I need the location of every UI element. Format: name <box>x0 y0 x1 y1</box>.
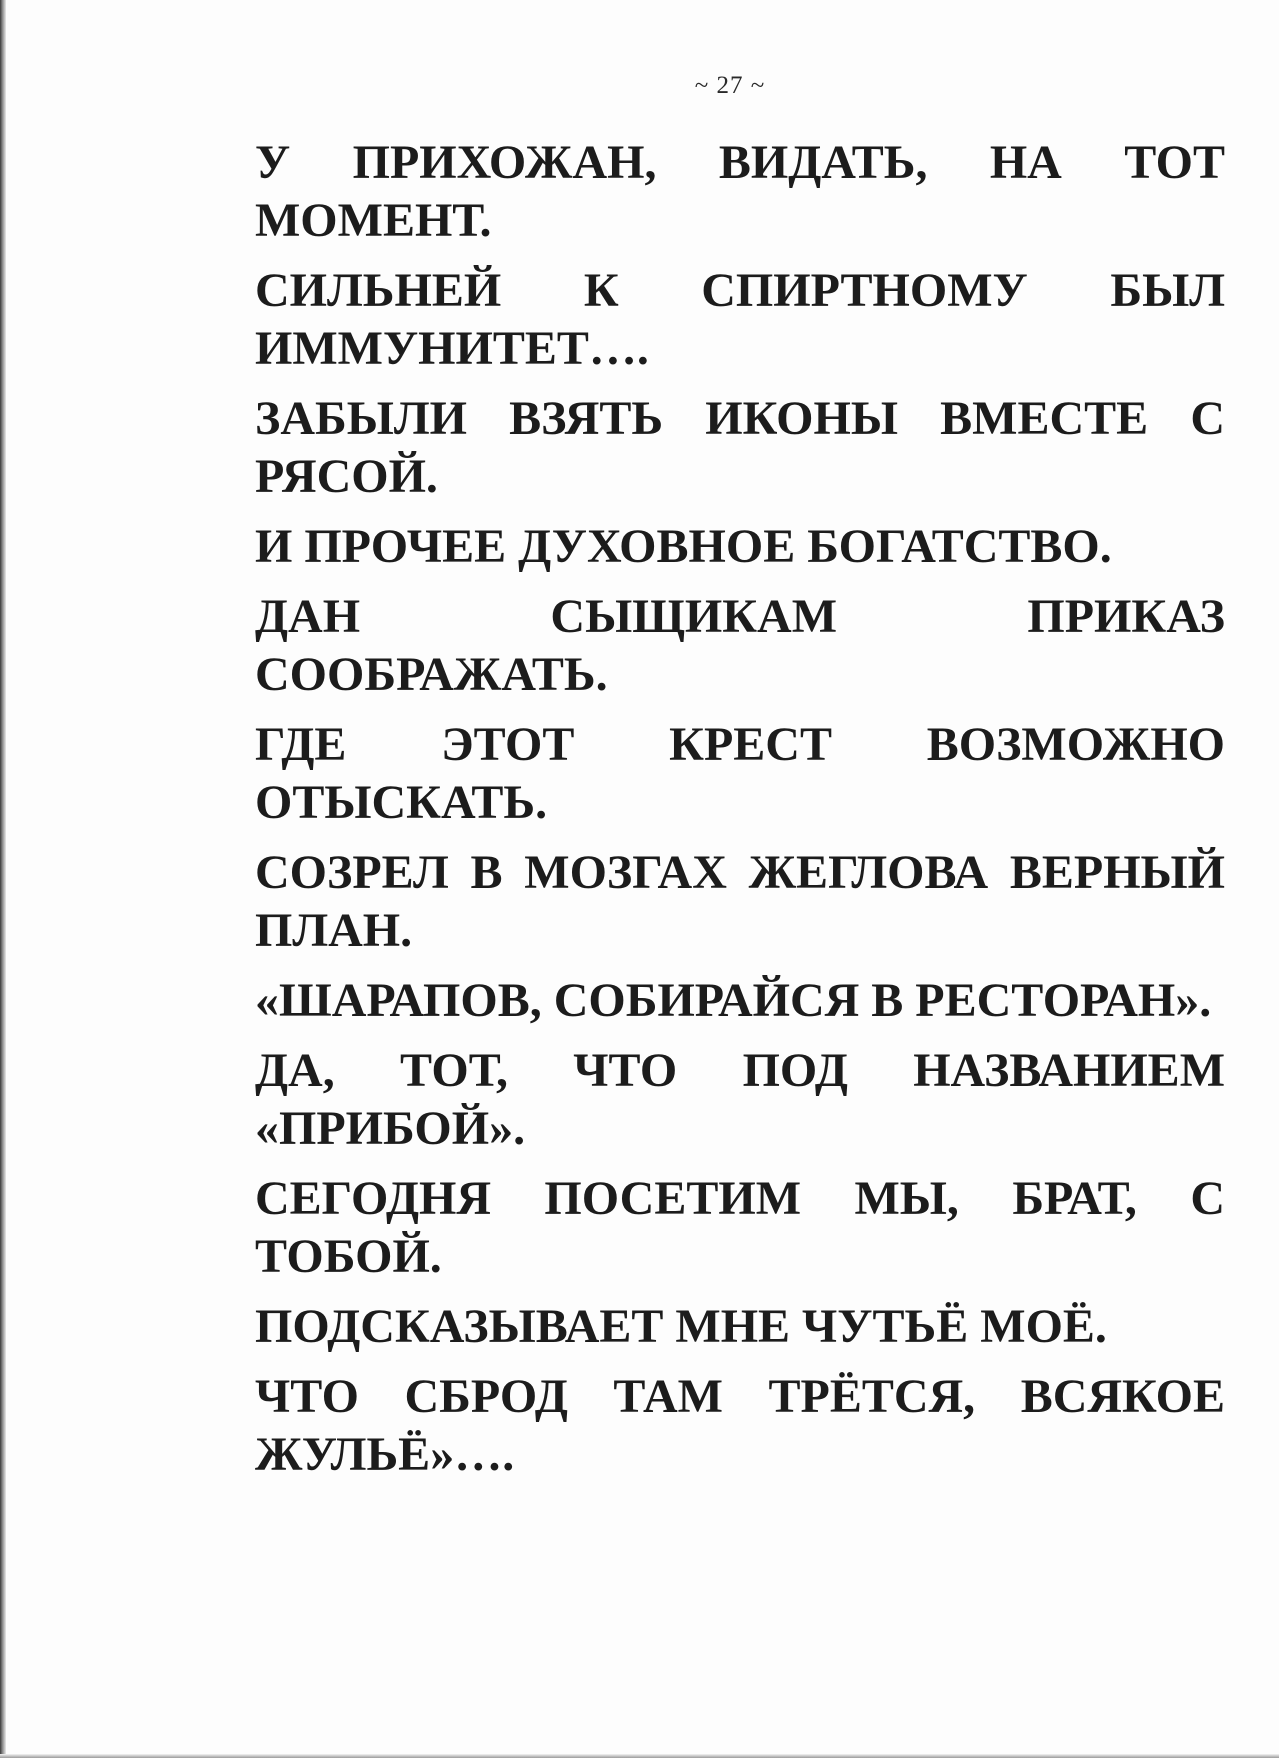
poem-line-1: У ПРИХОЖАН, ВИДАТЬ, НА ТОТ МОМЕНТ. <box>255 136 1225 247</box>
poem-line-6: ГДЕ ЭТОТ КРЕСТ ВОЗМОЖНО ОТЫСКАТЬ. <box>255 718 1225 829</box>
scan-edge-bottom <box>0 1754 1279 1758</box>
page-number: ~ 27 ~ <box>694 72 766 99</box>
poem-line-8: «ШАРАПОВ, СОБИРАЙСЯ В РЕСТОРАН». <box>255 974 1212 1027</box>
poem-line-5: ДАН СЫЩИКАМ ПРИКАЗ СООБРАЖАТЬ. <box>255 590 1225 701</box>
poem-line-3: ЗАБЫЛИ ВЗЯТЬ ИКОНЫ ВМЕСТЕ С РЯСОЙ. <box>255 392 1225 503</box>
poem-line-4: И ПРОЧЕЕ ДУХОВНОЕ БОГАТСТВО. <box>255 520 1112 573</box>
poem-text-block <box>255 134 1225 1496</box>
poem-line-2: СИЛЬНЕЙ К СПИРТНОМУ БЫЛ ИММУНИТЕТ…. <box>255 264 1225 375</box>
poem-line-9: ДА, ТОТ, ЧТО ПОД НАЗВАНИЕМ «ПРИБОЙ». <box>255 1044 1225 1155</box>
poem-line-12: ЧТО СБРОД ТАМ ТРЁТСЯ, ВСЯКОЕ ЖУЛЬЁ»…. <box>255 1370 1225 1481</box>
scan-edge-left <box>0 0 6 1758</box>
poem-line-7: СОЗРЕЛ В МОЗГАХ ЖЕГЛОВА ВЕРНЫЙ ПЛАН. <box>255 846 1225 957</box>
poem-line-10: СЕГОДНЯ ПОСЕТИМ МЫ, БРАТ, С ТОБОЙ. <box>255 1172 1225 1283</box>
poem-line-11: ПОДСКАЗЫВАЕТ МНЕ ЧУТЬЁ МОЁ. <box>255 1300 1107 1353</box>
